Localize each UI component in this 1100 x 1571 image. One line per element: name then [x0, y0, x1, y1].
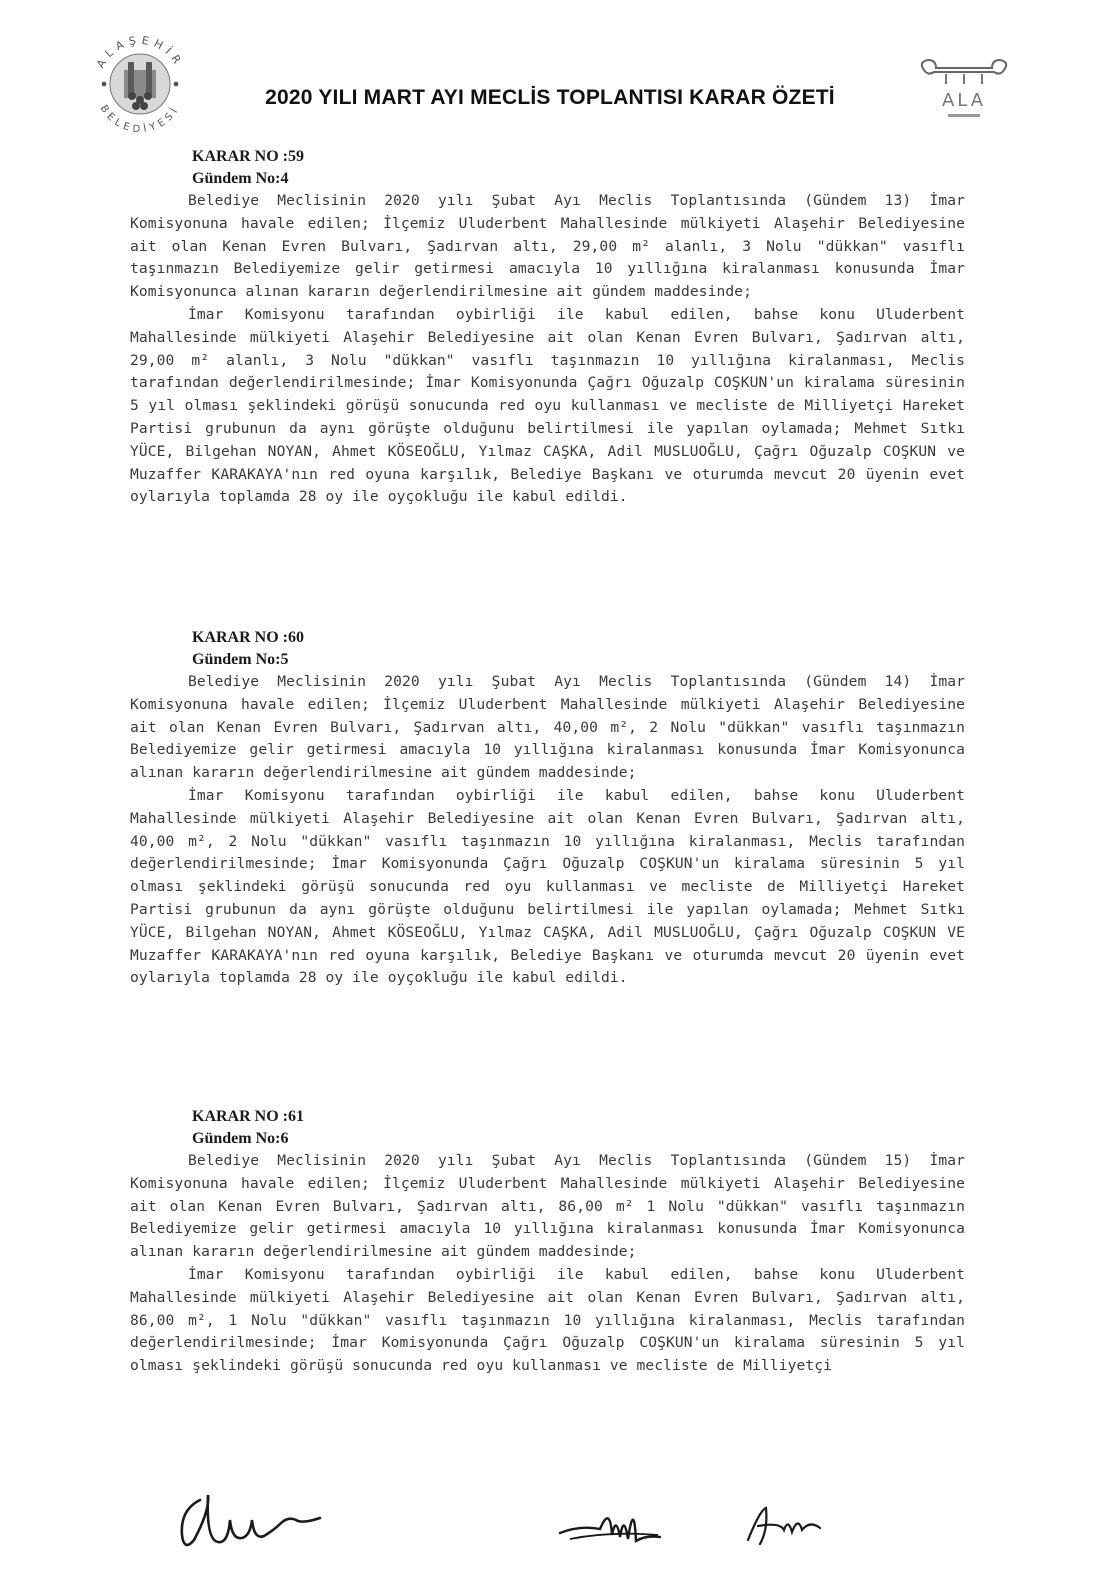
paragraph: İmar Komisyonu tarafından oybirliği ile kabul edilen, bahse konu Uluderbent Mahallesinde mülkiyeti Alaşehir Belediyesine ait olan Kenan Evren Bulvarı, Şadırvan altı, 29,00 m² alanlı, 3 Nolu "dükkan" vasıflı taşınmazın 10 yıllığına kiralanması, Meclis tarafından değerlendirilmesinde; İmar Komisyonunda Çağrı Oğuzalp COŞKUN'un kiralama süresinin 5 yıl olması şeklindeki görüşü sonucunda red oyu kullanması ve mecliste de Milliyetçi Hareket Partisi grubunun da aynı görüşte olduğunu belirtilmesi ile yapılan oylamada; Mehmet Sıtkı YÜCE, Bilgehan NOYAN, Ahmet KÖSEOĞLU, Yılmaz CAŞKA, Adil MUSLUOĞLU, Çağrı Oğuzalp COŞKUN ve Muzaffer KARAKAYA'nın red oyuna karşılık, Belediye Başkanı ve oturumda mevcut 20 üyenin evet oylarıyla toplamda 28 oy ile oyçokluğu ile kabul edildi.	[130, 305, 965, 506]
gundem-no: Gündem No:6	[192, 1130, 289, 1147]
signature-icon	[740, 1500, 830, 1550]
karar-no: KARAR NO :59	[192, 148, 304, 165]
decision-60	[130, 627, 965, 990]
karar-no: KARAR NO :60	[192, 629, 304, 646]
gundem-no: Gündem No:5	[192, 651, 289, 668]
page-title: 2020 YILI MART AYI MECLİS TOPLANTISI KARAR ÖZETİ	[265, 86, 835, 109]
alasehir-belediyesi-seal-icon	[82, 26, 198, 142]
paragraph: Belediye Meclisinin 2020 yılı Şubat Ayı Meclis Toplantısında (Gündem 14) İmar Komisyonuna havale edilen; İlçemiz Uluderbent Mahallesinde mülkiyeti Alaşehir Belediyesine ait olan Kenan Evren Bulvarı, Şadırvan altı, 40,00 m², 2 Nolu "dükkan" vasıflı taşınmazın Belediyemize gelir getirmesi amacıyla 10 yıllığına kiralanması konusunda İmar Komisyonunca alınan kararın değerlendirilmesine ait gündem maddesinde;	[130, 673, 965, 782]
svg-text:ALAŞEHİR: ALAŞEHİR	[93, 33, 187, 71]
svg-text:BELEDİYESİ: BELEDİYESİ	[97, 103, 183, 136]
karar-no: KARAR NO :61	[192, 1108, 304, 1125]
svg-text:ALA: ALA	[941, 90, 987, 111]
signature-icon	[550, 1495, 670, 1555]
decision-59	[130, 146, 965, 509]
decision-61	[130, 1106, 965, 1378]
paragraph: Belediye Meclisinin 2020 yılı Şubat Ayı Meclis Toplantısında (Gündem 15) İmar Komisyonuna havale edilen; İlçemiz Uluderbent Mahallesinde mülkiyeti Alaşehir Belediyesine ait olan Kenan Evren Bulvarı, Şadırvan altı, 86,00 m² 1 Nolu "dükkan" vasıflı taşınmazın Belediyemize gelir getirmesi amacıyla 10 yıllığına kiralanması konusunda İmar Komisyonunca alınan kararın değerlendirilmesine ait gündem maddesinde;	[130, 1152, 965, 1261]
paragraph: İmar Komisyonu tarafından oybirliği ile kabul edilen, bahse konu Uluderbent Mahallesinde mülkiyeti Alaşehir Belediyesine ait olan Kenan Evren Bulvarı, Şadırvan altı, 40,00 m², 2 Nolu "dükkan" vasıflı taşınmazın 10 yıllığına kiralanması, Meclis tarafından değerlendirilmesinde; İmar Komisyonunda Çağrı Oğuzalp COŞKUN'un kiralama süresinin 5 yıl olması şeklindeki görüşü sonucunda red oyu kullanması ve mecliste de Milliyetçi Hareket Partisi grubunun da aynı görüşte olduğunu belirtilmesi ile yapılan oylamada; Mehmet Sıtkı YÜCE, Bilgehan NOYAN, Ahmet KÖSEOĞLU, Yılmaz CAŞKA, Adil MUSLUOĞLU, Çağrı Oğuzalp COŞKUN VE Muzaffer KARAKAYA'nın red oyuna karşılık, Belediye Başkanı ve oturumda mevcut 20 üyenin evet oylarıyla toplamda 28 oy ile oyçokluğu ile kabul edildi.	[130, 786, 965, 987]
paragraph: Belediye Meclisinin 2020 yılı Şubat Ayı Meclis Toplantısında (Gündem 13) İmar Komisyonuna havale edilen; İlçemiz Uluderbent Mahallesinde mülkiyeti Alaşehir Belediyesine ait olan Kenan Evren Bulvarı, Şadırvan altı, 29,00 m² alanlı, 3 Nolu "dükkan" vasıflı taşınmazın Belediyemize gelir getirmesi amacıyla 10 yıllığına kiralanması konusunda İmar Komisyonunca alınan kararın değerlendirilmesine ait gündem maddesinde;	[130, 192, 965, 301]
signature-icon	[170, 1480, 340, 1560]
paragraph: İmar Komisyonu tarafından oybirliği ile kabul edilen, bahse konu Uluderbent Mahallesinde mülkiyeti Alaşehir Belediyesine ait olan Kenan Evren Bulvarı, Şadırvan altı, 86,00 m², 1 Nolu "dükkan" vasıflı taşınmazın 10 yıllığına kiralanması, Meclis tarafından değerlendirilmesinde; İmar Komisyonunda Çağrı Oğuzalp COŞKUN'un kiralama süresinin 5 yıl olması şeklindeki görüşü sonucunda red oyu kullanması ve mecliste de Milliyetçi	[130, 1265, 965, 1375]
gundem-no: Gündem No:4	[192, 170, 289, 187]
ala-column-logo-icon	[916, 56, 1012, 124]
